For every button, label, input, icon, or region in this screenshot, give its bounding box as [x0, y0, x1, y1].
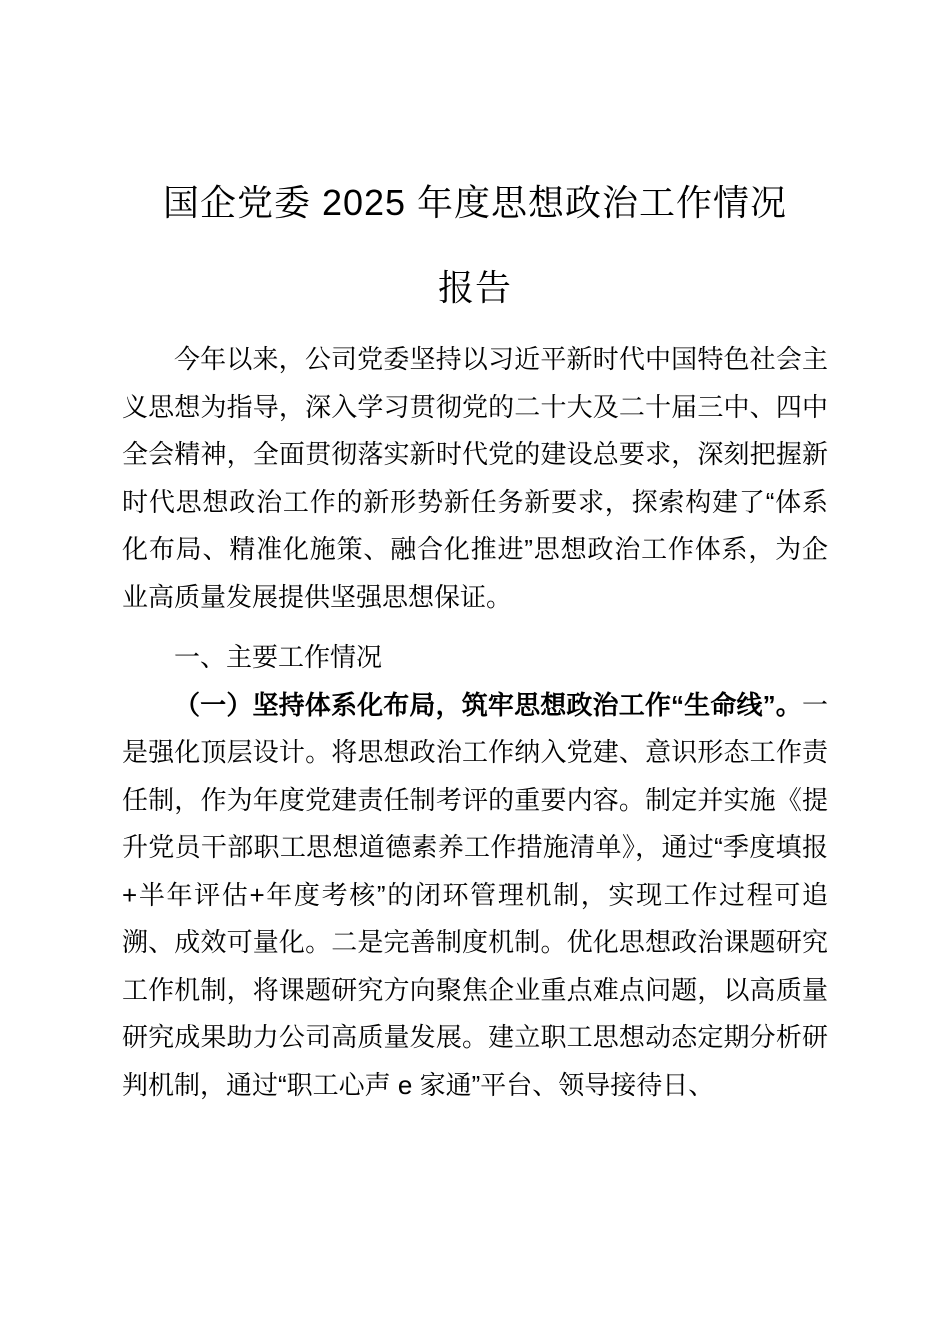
- section-1-heading: 一、主要工作情况: [174, 642, 383, 672]
- document-title-line-2: 报告: [437, 267, 512, 308]
- subsection-1-lead: （一）坚持体系化布局，筑牢思想政治工作“生命线”。: [174, 689, 802, 720]
- document-title-line-1: 国企党委 2025 年度思想政治工作情况: [162, 182, 788, 223]
- document-title: [122, 160, 828, 330]
- subsection-1-body: 一是强化顶层设计。将思想政治工作纳入党建、意识形态工作责任制，作为年度党建责任制考评的重要内容。制定并实施《提升党员干部职工思想道德素养工作措施清单》，通过“季度填报+半年评估+年度考核”的闭环管理机制，实现工作过程可追溯、成效可量化。二是完善制度机制。优化思想政治课题研究工作机制，将课题研究方向聚焦企业重点难点问题，以高质量研究成果助力公司高质量发展。建立职工思想动态定期分析研判机制，通过“职工心声 e 家通”平台、领导接待日、: [122, 689, 828, 1100]
- intro-paragraph: 今年以来，公司党委坚持以习近平新时代中国特色社会主义思想为指导，深入学习贯彻党的二十大及二十届三中、四中全会精神，全面贯彻落实新时代党的建设总要求，深刻把握新时代思想政治工作的新形势新任务新要求，探索构建了“体系化布局、精准化施策、融合化推进”思想政治工作体系，为企业高质量发展提供坚强思想保证。: [122, 344, 828, 612]
- subsection-1-paragraph: [122, 682, 828, 1110]
